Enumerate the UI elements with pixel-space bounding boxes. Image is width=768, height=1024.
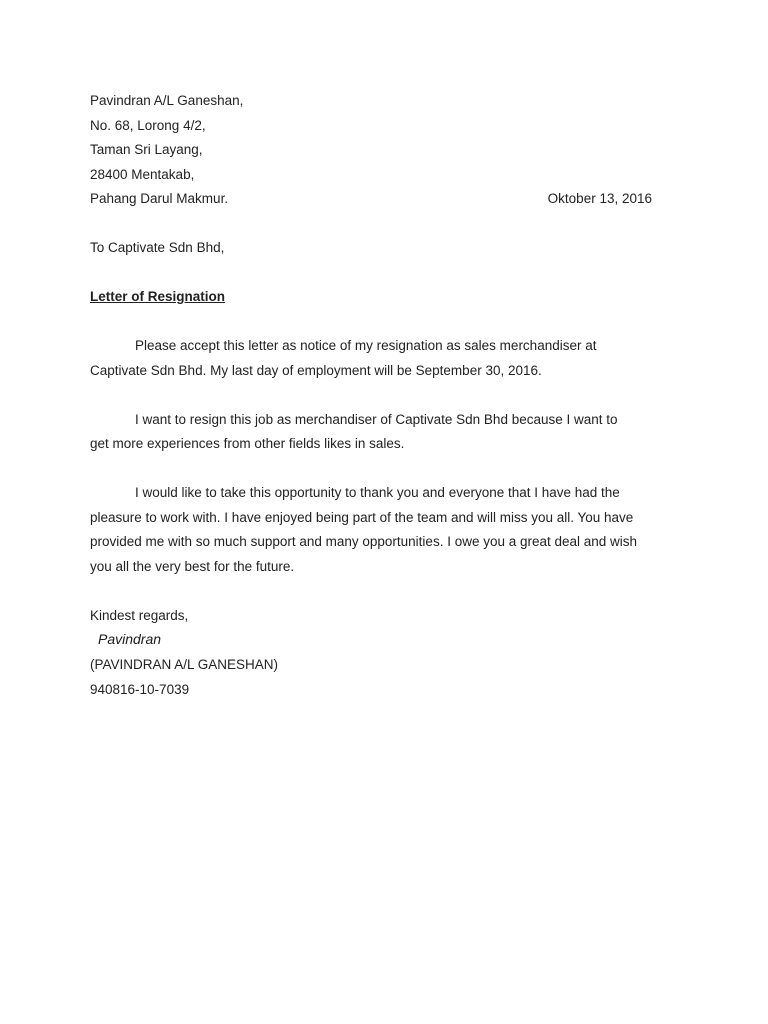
sender-address-line-2: Taman Sri Layang, (90, 142, 203, 157)
paragraph-3-line-1 (90, 485, 620, 501)
sender-name: Pavindran A/L Ganeshan, (90, 93, 244, 108)
signer-id-number: 940816-10-7039 (90, 682, 190, 697)
paragraph-3-line-4: you all the very best for the future. (90, 559, 295, 574)
sender-address-line-4: Pahang Darul Makmur. (90, 191, 229, 206)
paragraph-3-line-1-text: I would like to take this opportunity to thank you and everyone that I have had the (135, 485, 620, 500)
letter-subject: Letter of Resignation (90, 289, 226, 304)
recipient-line: To Captivate Sdn Bhd, (90, 240, 225, 255)
paragraph-2-line-2: get more experiences from other fields likes in sales. (90, 436, 405, 451)
sender-address-line-1: No. 68, Lorong 4/2, (90, 118, 206, 133)
paragraph-2-line-1-text: I want to resign this job as merchandiser of Captivate Sdn Bhd because I want to (135, 412, 618, 427)
signer-full-name: (PAVINDRAN A/L GANESHAN) (90, 657, 279, 672)
closing-regards: Kindest regards, (90, 608, 189, 623)
paragraph-3-line-2: pleasure to work with. I have enjoyed being part of the team and will miss you all. You have (90, 510, 634, 525)
paragraph-1-line-1-text: Please accept this letter as notice of my resignation as sales merchandiser at (135, 338, 597, 353)
letter-date: Oktober 13, 2016 (547, 191, 652, 206)
sender-address-line-3: 28400 Mentakab, (90, 167, 195, 182)
paragraph-2-line-1 (90, 412, 618, 428)
signature: Pavindran (98, 631, 162, 647)
paragraph-1-line-2: Captivate Sdn Bhd. My last day of employment will be September 30, 2016. (90, 363, 542, 378)
paragraph-3-line-3: provided me with so much support and many opportunities. I owe you a great deal and wish (90, 534, 638, 549)
paragraph-1-line-1 (90, 338, 596, 354)
